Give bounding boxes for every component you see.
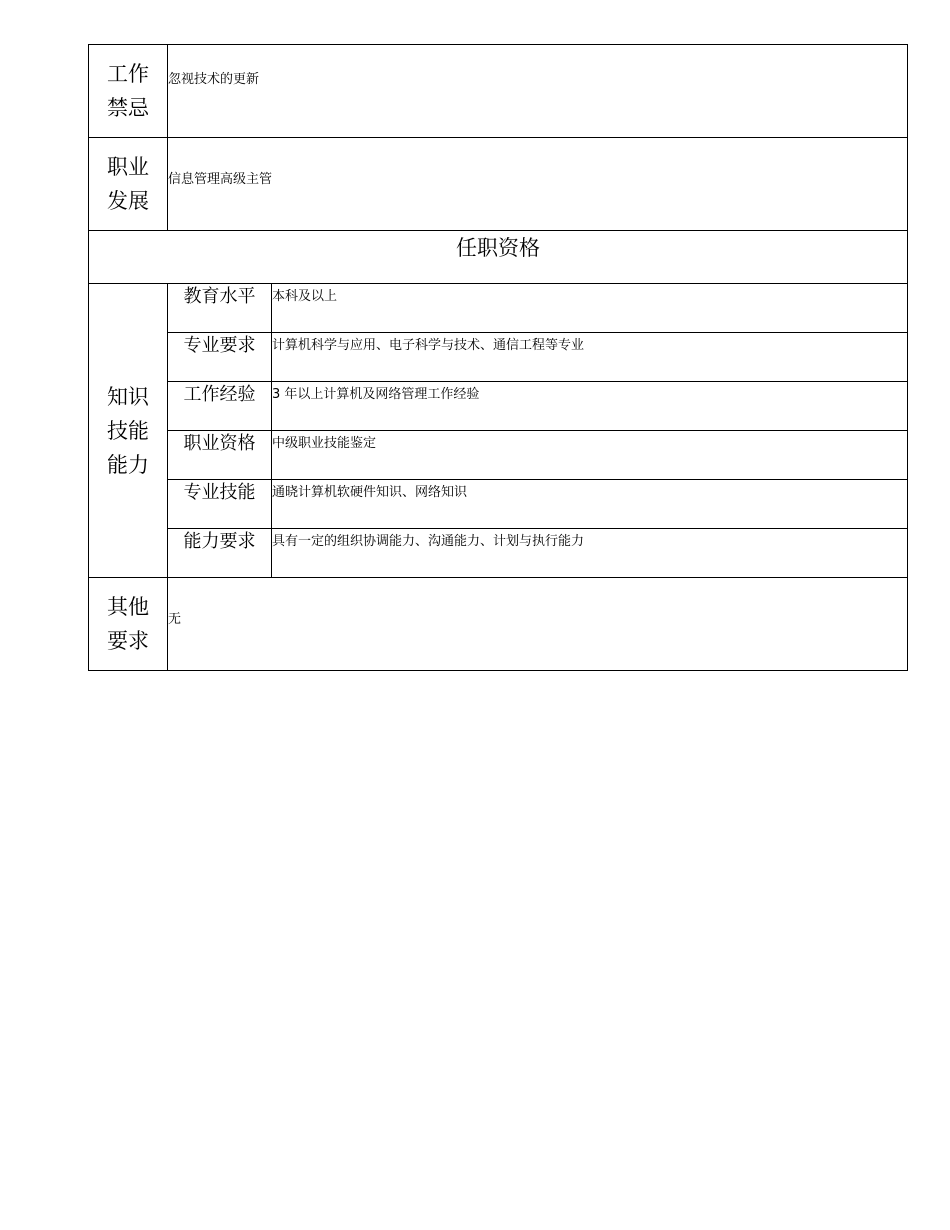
career-label-line2: 发展 [107, 189, 149, 213]
professional-skill-label: 专业技能 [168, 480, 272, 529]
skills-row-ability [89, 529, 908, 578]
other-label-line2: 要求 [107, 629, 149, 653]
skills-row-certification [89, 431, 908, 480]
qualification-title [89, 231, 908, 284]
experience-label: 工作经验 [168, 382, 272, 431]
job-requirements-table [88, 44, 908, 671]
skills-label [89, 284, 168, 578]
skills-label-line1: 知识 [107, 384, 149, 409]
other-label [89, 578, 168, 671]
skills-label-line3: 能力 [107, 452, 149, 477]
education-label: 教育水平 [168, 284, 272, 333]
certification-label: 职业资格 [168, 431, 272, 480]
skills-row-experience [89, 382, 908, 431]
skills-row-major [89, 333, 908, 382]
experience-value: 3 年以上计算机及网络管理工作经验 [272, 382, 908, 431]
skills-row-professional-skill [89, 480, 908, 529]
career-value: 信息管理高级主管 [168, 138, 908, 231]
taboo-row [89, 45, 908, 138]
ability-label: 能力要求 [168, 529, 272, 578]
ability-value: 具有一定的组织协调能力、沟通能力、计划与执行能力 [272, 529, 908, 578]
taboo-label [89, 45, 168, 138]
other-row [89, 578, 908, 671]
education-value: 本科及以上 [272, 284, 908, 333]
skills-row-education [89, 284, 908, 333]
major-label: 专业要求 [168, 333, 272, 382]
qualification-title-text: 任职资格 [456, 236, 540, 260]
major-value: 计算机科学与应用、电子科学与技术、通信工程等专业 [272, 333, 908, 382]
career-label [89, 138, 168, 231]
qualification-header-row [89, 231, 908, 284]
taboo-label-line1: 工作 [107, 62, 149, 86]
skills-label-line2: 技能 [107, 418, 149, 443]
other-label-line1: 其他 [107, 595, 149, 619]
taboo-value: 忽视技术的更新 [168, 45, 908, 138]
taboo-label-line2: 禁忌 [107, 96, 149, 120]
career-row [89, 138, 908, 231]
other-value: 无 [168, 578, 908, 671]
career-label-line1: 职业 [107, 155, 149, 179]
professional-skill-value: 通晓计算机软硬件知识、网络知识 [272, 480, 908, 529]
certification-value: 中级职业技能鉴定 [272, 431, 908, 480]
